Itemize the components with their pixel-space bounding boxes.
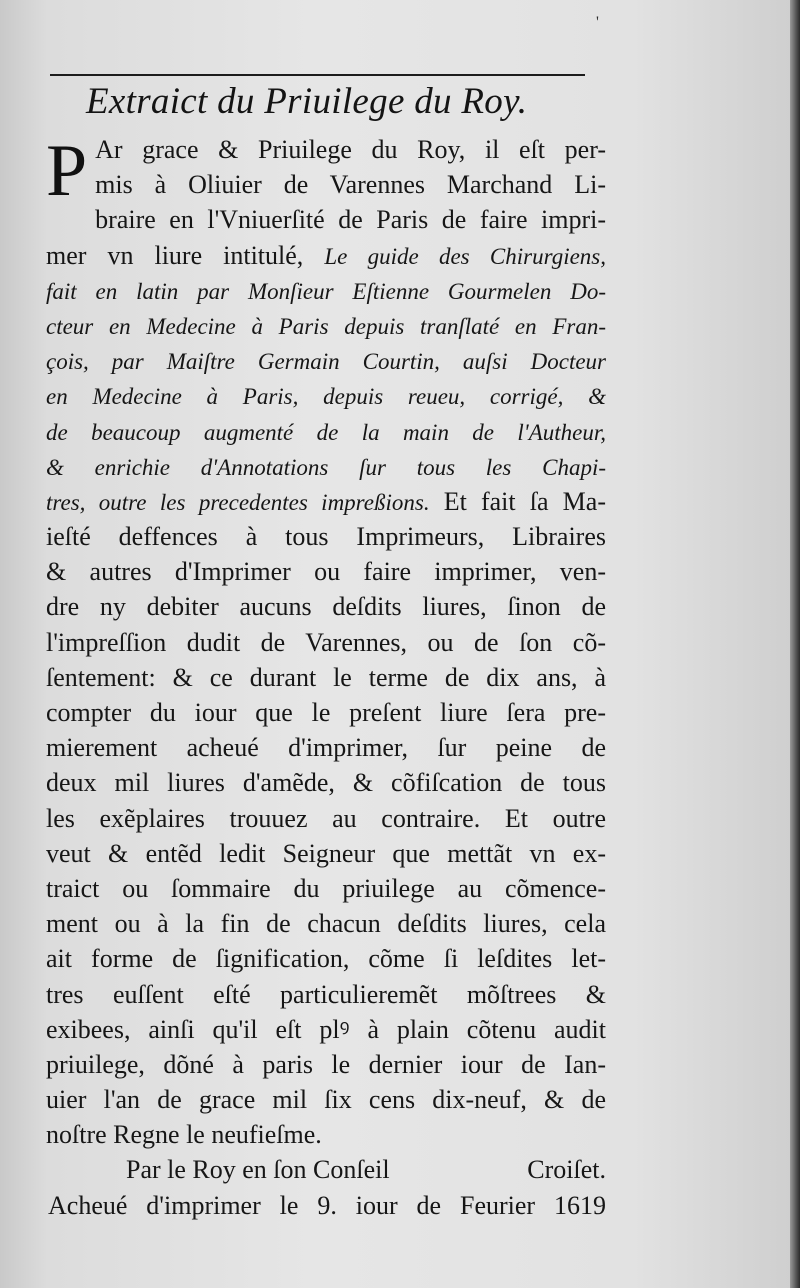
- text-line: [46, 1117, 606, 1152]
- text-segment: dre ny debiter aucuns deſdits liures, ſinon de: [46, 592, 606, 622]
- colophon: Acheué d'imprimer le 9. iour de Feurier 1619: [48, 1190, 606, 1220]
- text-line: [46, 1047, 606, 1082]
- text-line: [46, 308, 606, 343]
- text-segment: mis à Oliuier de Varennes Marchand Li-: [95, 170, 606, 200]
- text-line: [46, 695, 606, 730]
- text-line: [46, 589, 606, 624]
- text-line: [46, 730, 606, 765]
- text-segment: & enrichie d'Annotations ſur tous les Chapi-: [46, 454, 606, 480]
- text-segment: deux mil liures d'amẽde, & cõfiſcation de tous: [46, 768, 606, 798]
- text-line: [46, 871, 606, 906]
- text-line: [46, 132, 606, 167]
- text-segment: tres, outre les precedentes impreßions.: [46, 489, 430, 515]
- text-segment: Ar grace & Priuilege du Roy, il eſt per-: [95, 135, 606, 164]
- text-segment: compter du iour que le preſent liure ſera pre-: [46, 698, 606, 727]
- text-segment: mer vn liure intitulé,: [46, 240, 325, 270]
- text-line: [46, 273, 606, 308]
- text-segment: les exẽplaires trouuez au contraire. Et outre: [46, 803, 606, 833]
- page-mark: ': [596, 14, 599, 31]
- text-line: [46, 765, 606, 800]
- text-segment: ſentement: & ce durant le terme de dix ans, à: [46, 662, 606, 692]
- text-segment: veut & entẽd ledit Seigneur que mettãt vn ex-: [46, 838, 606, 868]
- text-segment: fait en latin par Monſieur Eſtienne Gourmelen Do-: [46, 278, 606, 304]
- text-line: [46, 238, 606, 273]
- page-edge-shadow: [790, 0, 800, 1288]
- text-segment: ment ou à la fin de chacun deſdits liures, cela: [46, 909, 606, 939]
- text-segment: exibees, ainſi qu'il eſt plꝰ à plain cõtenu audit: [46, 1014, 606, 1044]
- text-segment: ieſté deffences à tous Imprimeurs, Libraires: [46, 522, 606, 552]
- text-line: [46, 906, 606, 941]
- text-line: [46, 1082, 606, 1117]
- body-lines: [46, 132, 606, 1152]
- text-line: [46, 519, 606, 554]
- signature-left: Par le Roy en ſon Conſeil: [126, 1155, 390, 1185]
- text-segment: en Medecine à Paris, depuis reueu, corrigé, &: [46, 384, 606, 410]
- text-segment: çois, par Maiſtre Germain Courtin, auſsi Docteur: [46, 349, 606, 375]
- text-segment: noſtre Regne le neufieſme.: [46, 1120, 322, 1150]
- text-segment: cteur en Medecine à Paris depuis tranſlaté en Fran-: [46, 313, 606, 339]
- text-line: [46, 977, 606, 1012]
- text-line: [46, 660, 606, 695]
- text-line: [46, 378, 606, 413]
- text-segment: mierement acheué d'imprimer, ſur peine de: [46, 733, 606, 763]
- text-line: [46, 167, 606, 202]
- privilege-text: [46, 132, 606, 1223]
- text-line: [46, 554, 606, 589]
- drop-cap: P: [46, 130, 88, 212]
- page-title: Extraict du Priuilege du Roy.: [86, 81, 528, 122]
- text-line: [46, 801, 606, 836]
- signature-right: Croiſet.: [527, 1155, 606, 1185]
- text-segment: Le guide des Chirurgiens,: [324, 243, 606, 269]
- text-segment: ait forme de ſignification, cõme ſi leſdites let-: [46, 944, 606, 974]
- text-segment: tres euſſent eſté particulieremẽt mõſtrees &: [46, 979, 606, 1009]
- header-rule: [50, 74, 585, 76]
- text-segment: priuilege, dõné à paris le dernier iour de Ian-: [46, 1049, 606, 1079]
- text-line: [46, 625, 606, 660]
- text-line: [46, 836, 606, 871]
- signature-line: [46, 1152, 606, 1187]
- text-line: [46, 202, 606, 237]
- text-segment: braire en l'Vniuerſité de Paris de faire impri-: [95, 205, 606, 235]
- text-segment: de beaucoup augmenté de la main de l'Autheur,: [46, 419, 606, 445]
- text-line: [46, 941, 606, 976]
- text-segment: traict ou ſommaire du priuilege au cõmence-: [46, 873, 606, 903]
- text-line: [46, 414, 606, 449]
- text-segment: uier l'an de grace mil ſix cens dix-neuf, & de: [46, 1085, 606, 1115]
- text-segment: & autres d'Imprimer ou faire imprimer, ven-: [46, 557, 606, 587]
- text-segment: Et fait ſa Ma-: [429, 486, 606, 516]
- text-line: [46, 484, 606, 519]
- text-line: [46, 343, 606, 378]
- text-line: [46, 449, 606, 484]
- text-line: [46, 1012, 606, 1047]
- text-segment: l'impreſſion dudit de Varennes, ou de ſon cõ-: [46, 627, 606, 657]
